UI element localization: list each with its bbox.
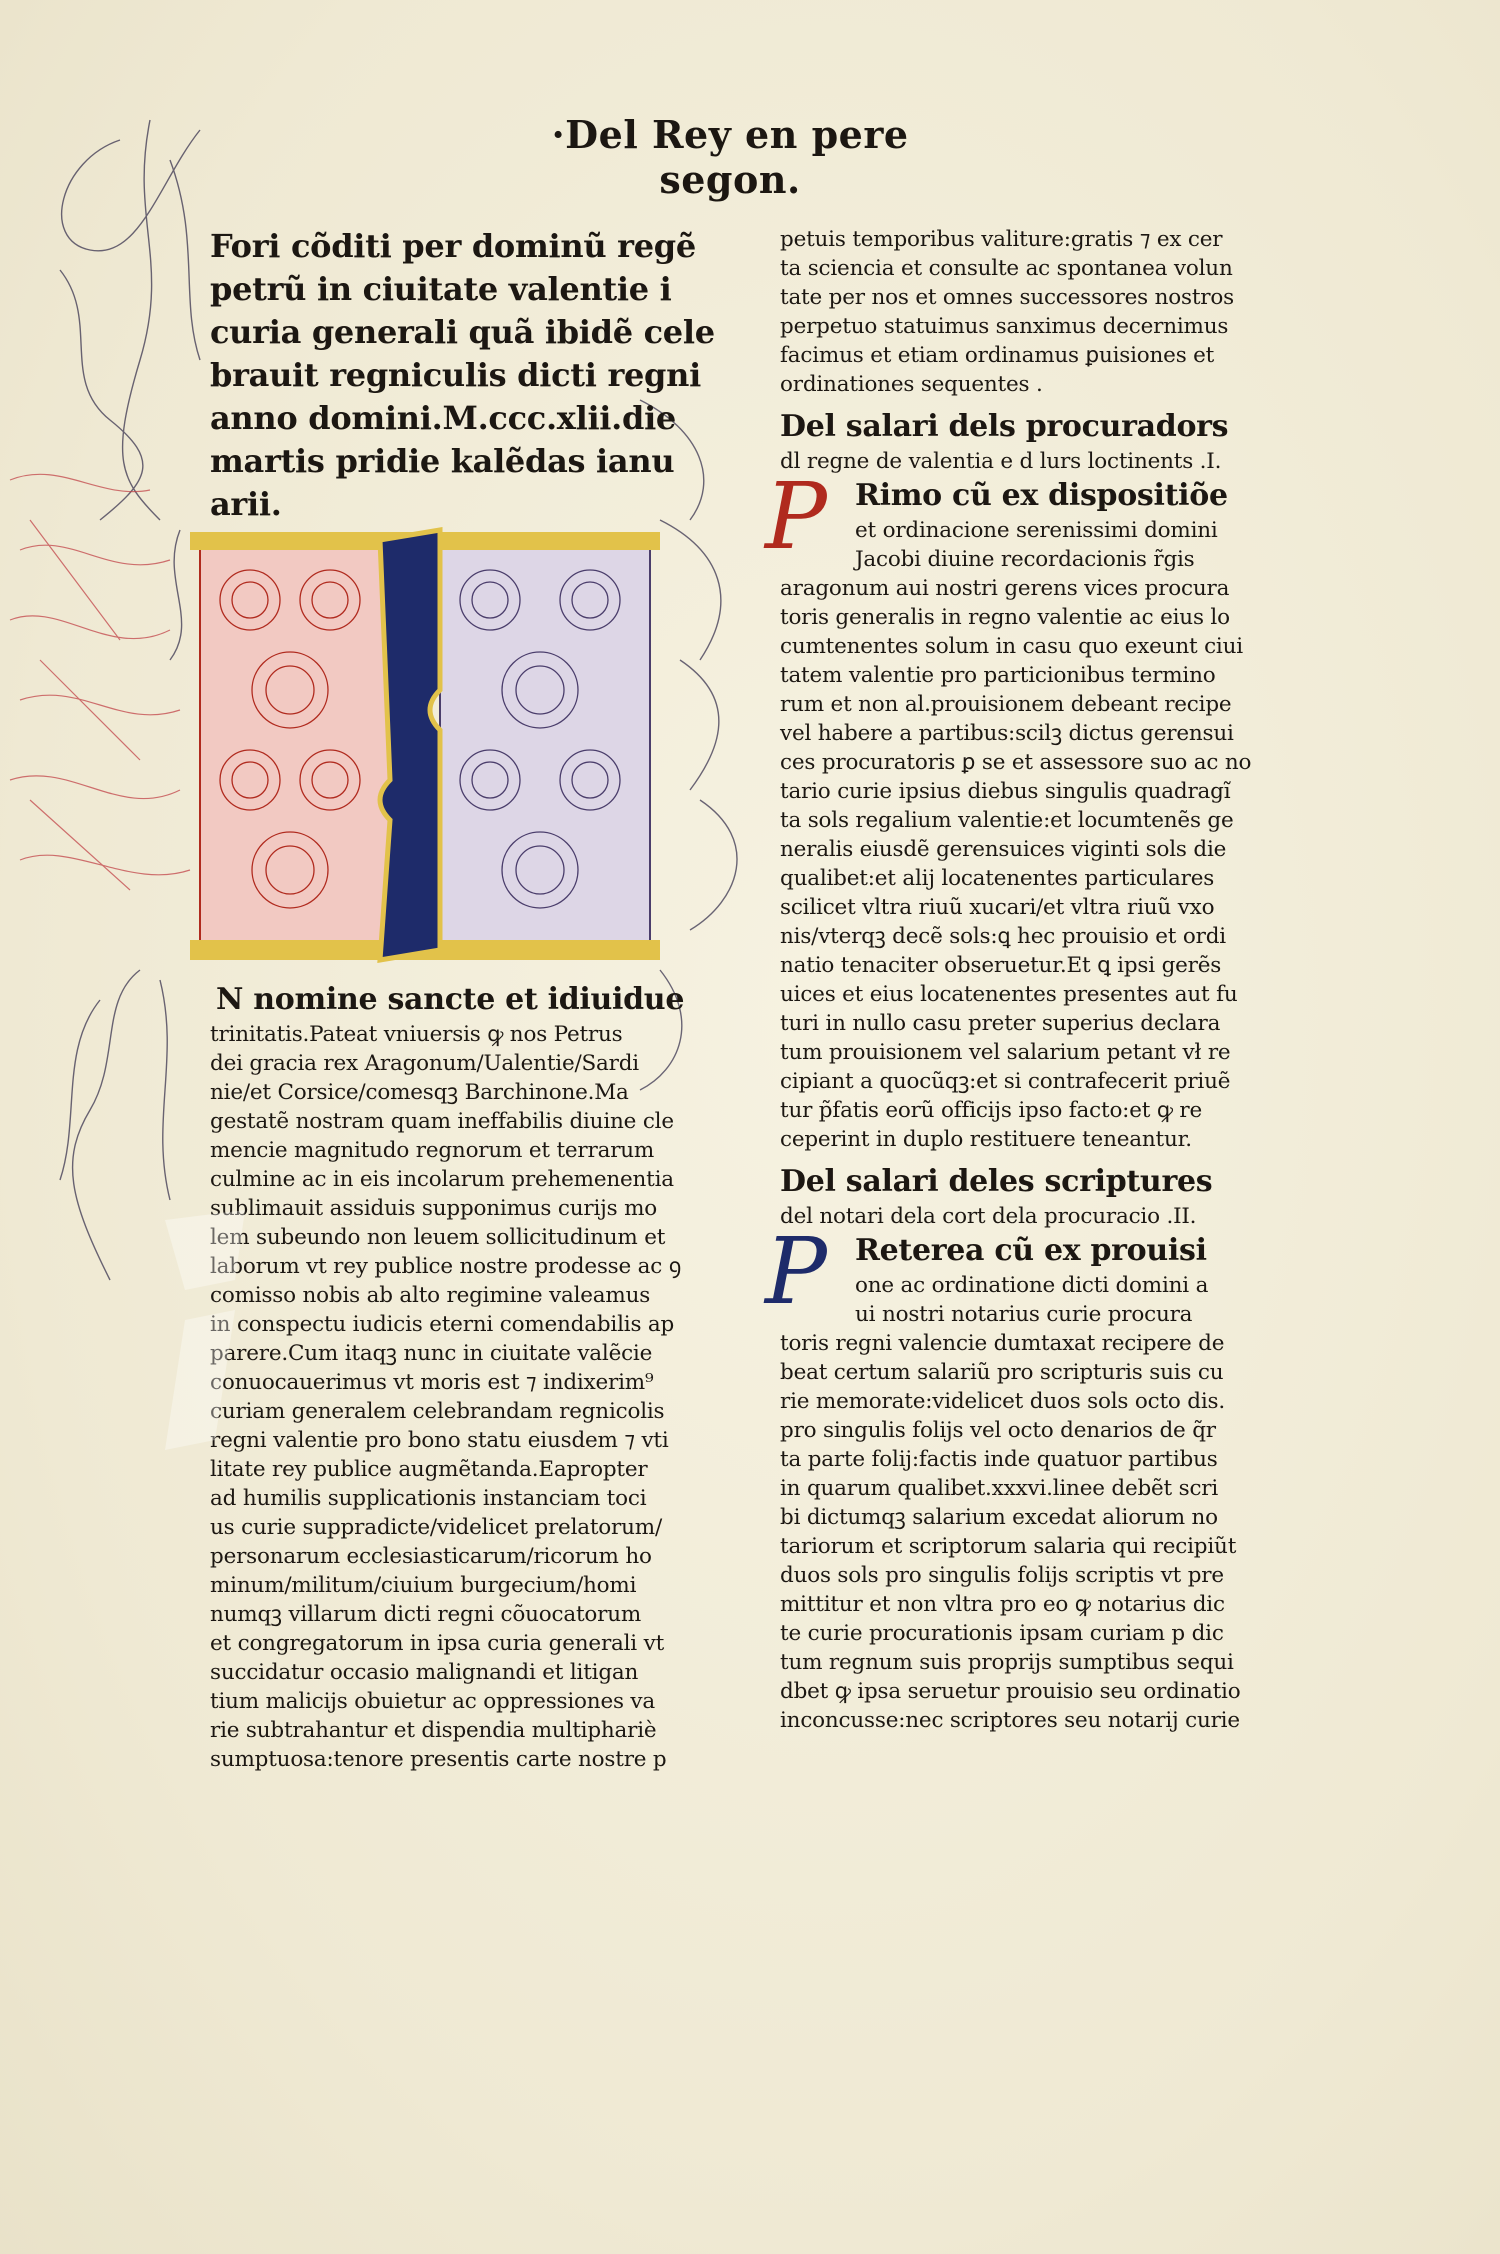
body-line: aragonum aui nostri gerens vices procura <box>780 576 1230 601</box>
body-line: gestatẽ nostram quam ineffabilis diuine cle <box>210 1109 674 1134</box>
body-line: cipiant a quocũqꝫ:et si contrafecerit priuẽ <box>780 1069 1231 1094</box>
body-line: turi in nullo casu preter superius declara <box>780 1011 1221 1036</box>
body-line: vel habere a partibus:scilꝫ dictus gerensui <box>780 721 1234 746</box>
body-line: qualibet:et alij locatenentes particulares <box>780 866 1215 891</box>
body-line: inconcusse:nec scriptores seu notarij curie <box>780 1708 1240 1733</box>
red-initial-p: P <box>765 463 827 570</box>
body-line: neralis eiusdẽ gerensuices viginti sols die <box>780 837 1227 862</box>
body-line: curiam generalem celebrandam regnicolis <box>210 1399 665 1424</box>
body-line: toris regni valencie dumtaxat recipere de <box>780 1331 1225 1356</box>
illuminated-initial-i <box>190 520 660 970</box>
body-line: sublimauit assiduis supponimus curijs mo <box>210 1196 657 1221</box>
body-line: ui nostri notarius curie procura <box>855 1302 1193 1327</box>
body-line: dei gracia rex Aragonum/Ualentie/Sardi <box>210 1051 639 1076</box>
body-line: duos sols pro singulis folijs scriptis vt pre <box>780 1563 1224 1588</box>
body-line: conuocauerimus vt moris est ⁊ indixerim⁹ <box>210 1370 654 1395</box>
blue-initial-p: P <box>765 1218 827 1325</box>
body-line: tate per nos et omnes successores nostros <box>780 285 1234 310</box>
body-line: perpetuo statuimus sanximus decernimus <box>780 314 1229 339</box>
body-line: numqꝫ villarum dicti regni cõuocatorum <box>210 1602 642 1627</box>
body-line: regni valentie pro bono statu eiusdem ⁊ vti <box>210 1428 669 1453</box>
body-line: minum/militum/ciuium burgecium/homi <box>210 1573 637 1598</box>
body-first-line: N nomine sancte et idiuidue <box>216 982 685 1017</box>
section-first-line: Reterea cũ ex prouisi <box>855 1233 1207 1268</box>
running-head: ·Del Rey en pere segon. <box>551 112 909 202</box>
body-line: ces procuratoris ꝑ se et assessore suo ac no <box>780 750 1252 775</box>
body-line: mencie magnitudo regnorum et terrarum <box>210 1138 655 1163</box>
section-heading: Del salari dels procuradors <box>780 409 1229 444</box>
intro-line: Fori cõditi per dominũ regẽ <box>210 227 696 265</box>
body-line: rie subtrahantur et dispendia multiphariè <box>210 1718 657 1743</box>
body-line: petuis temporibus valiture:gratis ⁊ ex cer <box>780 227 1223 252</box>
intro-line: martis pridie kalẽdas ianu <box>210 442 675 480</box>
body-line: dbet ꝙ ipsa seruetur prouisio seu ordinatio <box>780 1679 1241 1704</box>
body-line: litate rey publice augmẽtanda.Eapropter <box>210 1457 648 1482</box>
intro-line: brauit regniculis dicti regni <box>210 356 701 394</box>
body-line: nie/et Corsice/comesqꝫ Barchinone.Ma <box>210 1080 629 1105</box>
body-line: cumtenentes solum in casu quo exeunt ciui <box>780 634 1243 659</box>
watermark-logo <box>125 1200 325 1500</box>
body-line: comisso nobis ab alto regimine valeamus <box>210 1283 651 1308</box>
body-line: ta sols regalium valentie:et locumtenẽs ge <box>780 808 1234 833</box>
body-line: succidatur occasio malignandi et litigan <box>210 1660 639 1685</box>
body-line: us curie suppradicte/videlicet prelatorum/ <box>210 1515 663 1540</box>
section-1 <box>765 463 1252 1154</box>
body-line: ordinationes sequentes . <box>780 372 1043 397</box>
section-first-line: Rimo cũ ex dispositiõe <box>855 478 1228 513</box>
illuminated-initial-graphic <box>190 520 660 970</box>
intro-line: curia generali quã ibidẽ cele <box>210 313 715 351</box>
body-line: tur p̃fatis eorũ officijs ipso facto:et ꝙ re <box>780 1098 1203 1123</box>
body-line: mittitur et non vltra pro eo ꝙ notarius dic <box>780 1592 1225 1617</box>
body-line: scilicet vltra riuũ xucari/et vltra riuũ vxo <box>780 895 1215 920</box>
body-line: tatem valentie pro particionibus termino <box>780 663 1216 688</box>
body-line: one ac ordinatione dicti domini a <box>855 1273 1209 1298</box>
body-line: ta sciencia et consulte ac spontanea volun <box>780 256 1233 281</box>
section-subheading: del notari dela cort dela procuracio .II. <box>780 1204 1197 1229</box>
body-line: te curie procurationis ipsam curiam p dic <box>780 1621 1224 1646</box>
body-line: et ordinacione serenissimi domini <box>855 518 1218 543</box>
body-line: uices et eius locatenentes presentes aut fu <box>780 982 1238 1007</box>
body-line: tariorum et scriptorum salaria qui recipiũt <box>780 1534 1237 1559</box>
intro-line: petrũ in ciuitate valentie i <box>210 270 672 308</box>
right-column <box>765 225 1252 1735</box>
body-line: natio tenaciter obseruetur.Et ꝗ ipsi gerẽs <box>780 953 1222 978</box>
body-line: laborum vt rey publice nostre prodesse ac ꝯ <box>210 1254 682 1279</box>
body-line: Jacobi diuine recordacionis r̃gis <box>855 547 1195 572</box>
section-subheading: dl regne de valentia e d lurs loctinents .I. <box>780 449 1222 474</box>
intro-line: arii. <box>210 485 282 523</box>
body-line: pro singulis folijs vel octo denarios de q̃r <box>780 1418 1216 1443</box>
body-line: tum regnum suis proprijs sumptibus sequi <box>780 1650 1234 1675</box>
body-line: facimus et etiam ordinamus ꝑuisiones et <box>780 343 1215 368</box>
body-line: rie memorate:videlicet duos sols octo dis. <box>780 1389 1226 1414</box>
body-line: nis/vterqꝫ decẽ sols:ꝗ hec prouisio et ordi <box>780 924 1226 949</box>
body-line: sumptuosa:tenore presentis carte nostre p <box>210 1747 667 1772</box>
intro-line: anno domini.M.ccc.xlii.die <box>210 399 676 437</box>
body-line: et congregatorum in ipsa curia generali vt <box>210 1631 665 1656</box>
body-line: bi dictumqꝫ salarium excedat aliorum no <box>780 1505 1218 1530</box>
body-line: tum prouisionem vel salarium petant vł re <box>780 1040 1231 1065</box>
body-line: beat certum salariũ pro scripturis suis cu <box>780 1360 1224 1385</box>
section-heading: Del salari deles scriptures <box>780 1164 1213 1199</box>
body-line: parere.Cum itaqꝫ nunc in ciuitate valẽcie <box>210 1341 653 1366</box>
body-line: ceperint in duplo restituere teneantur. <box>780 1127 1192 1152</box>
body-line: tium malicijs obuietur ac oppressiones va <box>210 1689 656 1714</box>
body-line: in quarum qualibet.xxxvi.linee debẽt scri <box>780 1476 1219 1501</box>
body-line: ad humilis supplicationis instanciam toci <box>210 1486 647 1511</box>
body-line: in conspectu iudicis eterni comendabilis ap <box>210 1312 675 1337</box>
body-line: toris generalis in regno valentie ac eius lo <box>780 605 1230 630</box>
body-line: rum et non al.prouisionem debeant recipe <box>780 692 1232 717</box>
body-line: ta parte folij:factis inde quatuor partibus <box>780 1447 1218 1472</box>
body-line: tario curie ipsius diebus singulis quadragĩ <box>780 779 1231 804</box>
body-line: personarum ecclesiasticarum/ricorum ho <box>210 1544 652 1569</box>
body-line: trinitatis.Pateat vniuersis ꝙ nos Petrus <box>210 1022 623 1047</box>
left-column <box>210 225 715 526</box>
body-line: lem subeundo non leuem sollicitudinum et <box>210 1225 666 1250</box>
body-line: culmine ac in eis incolarum prehemenentia <box>210 1167 674 1192</box>
section-2 <box>765 1218 1241 1735</box>
